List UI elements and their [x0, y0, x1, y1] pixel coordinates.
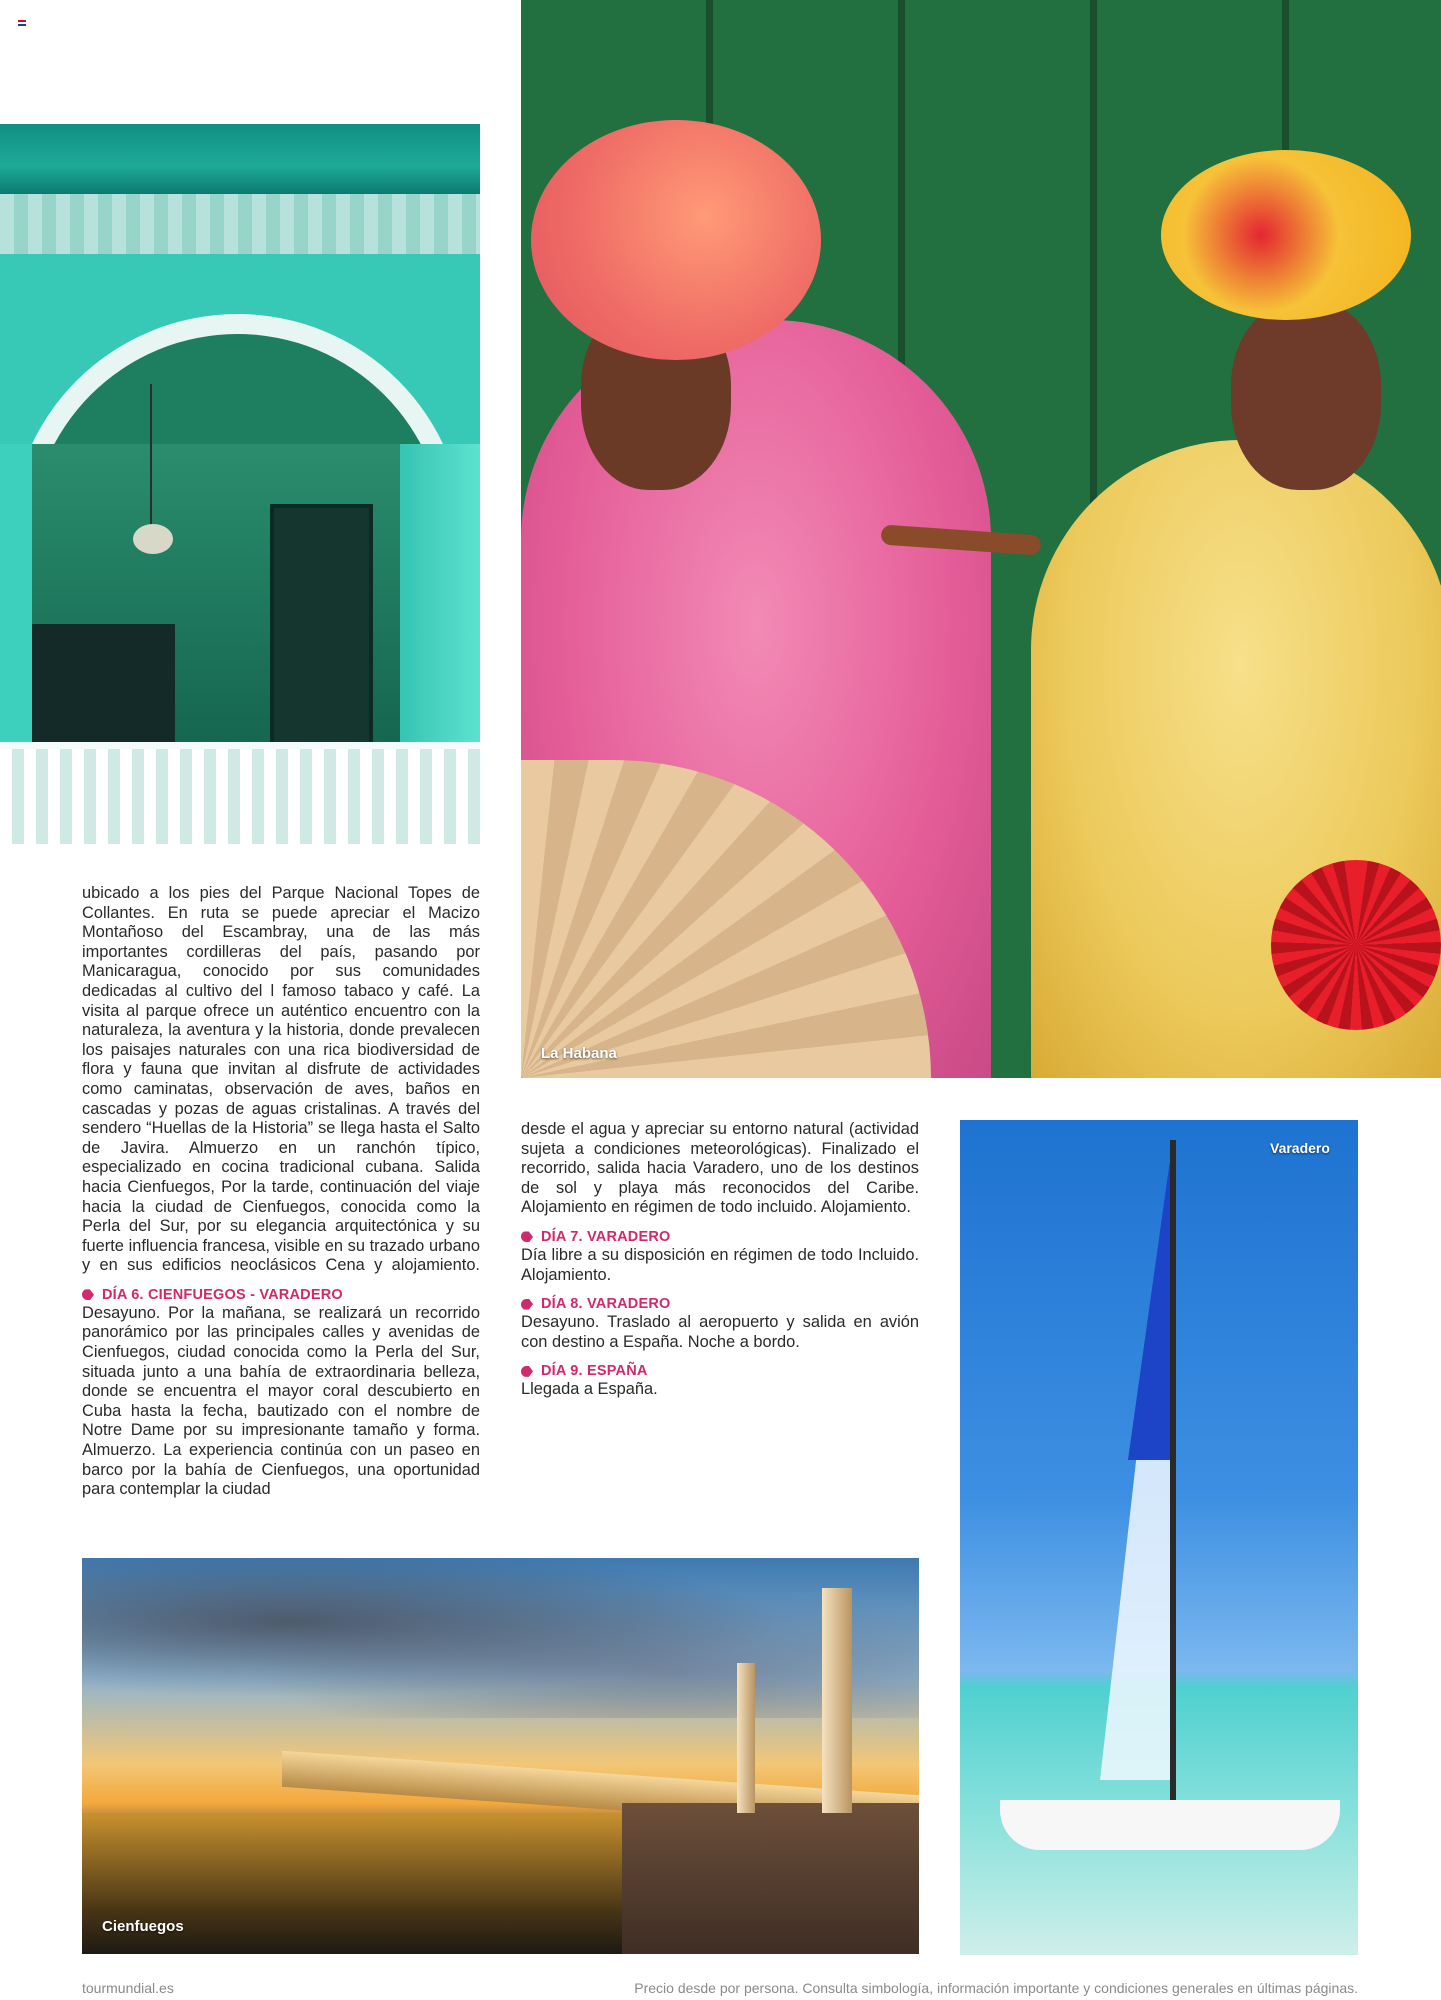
bullet-marker-icon	[521, 1299, 533, 1310]
day-heading	[521, 1362, 919, 1380]
photo-label-varadero: Varadero	[1270, 1140, 1330, 1156]
day-text: Día libre a su disposición en régimen de todo Incluido. Alojamiento.	[521, 1245, 919, 1284]
day-text: Llegada a España.	[521, 1380, 658, 1399]
day-text: Desayuno. Por la mañana, se realizará un recorrido panorámico por las principales calles y avenidas de Cienfuegos, ciudad conocida como la Perla del Sur, situada junto a una bahía de extraordinaria belleza, donde se encuentra el mayor coral descubierto en Cuba hasta la fecha, bautizado con el nombre de Notre Dame por su impresionante tamaño y forma. Almuerzo. La experiencia continúa con un paseo en barco por la bahía de Cienfuegos, una oportunidad para contemplar la ciudad	[82, 1303, 480, 1499]
bullet-marker-icon	[521, 1366, 533, 1377]
photo-colonial-building	[0, 124, 480, 844]
photo-cienfuegos	[82, 1558, 919, 1954]
bullet-marker-icon	[82, 1289, 94, 1300]
photo-label-cienfuegos: Cienfuegos	[102, 1918, 184, 1935]
day-heading	[82, 1286, 480, 1304]
text-column-left	[82, 884, 480, 1500]
day-heading	[521, 1295, 919, 1313]
day-heading-text: DÍA 9. ESPAÑA	[541, 1363, 648, 1380]
photo-label-la-habana: La Habana	[541, 1045, 617, 1062]
flag-icon	[18, 20, 26, 26]
photo-varadero	[960, 1120, 1358, 1955]
text-column-right	[521, 1120, 919, 1400]
day-heading-text: DÍA 8. VARADERO	[541, 1296, 671, 1313]
day-heading-text: DÍA 7. VARADERO	[541, 1228, 671, 1245]
day-heading	[521, 1228, 919, 1246]
footer-website[interactable]: tourmundial.es	[82, 1980, 174, 1996]
itinerary-paragraph: desde el agua y apreciar su entorno natural (actividad sujeta a condiciones meteorológicas). Finalizado el recorrido, salida hacia Varadero, uno de los destinos de sol y playa más reconocidos del Caribe. Alojamiento en régimen de todo incluido. Alojamiento.	[521, 1120, 919, 1217]
footer-disclaimer: Precio desde por persona. Consulta simbología, información importante y condiciones generales en últimas páginas.	[634, 1980, 1358, 1996]
bullet-marker-icon	[521, 1231, 533, 1242]
photo-la-habana	[521, 0, 1441, 1078]
day-text: Desayuno. Traslado al aeropuerto y salida en avión con destino a España. Noche a bordo.	[521, 1313, 919, 1351]
itinerary-paragraph: ubicado a los pies del Parque Nacional Topes de Collantes. En ruta se puede apreciar el Macizo Montañoso del Escambray, una de las más importantes cordilleras del país, pasando por Manicaragua, conocido por sus comunidades dedicadas al cultivo del l famoso tabaco y café. La visita al parque ofrece un auténtico encuentro con la naturaleza, la aventura y la historia, donde prevalecen los paisajes naturales con una rica biodiversidad de flora y fauna que invitan al disfrute de actividades como caminatas, observación de aves, baños en cascadas y pozas de aguas cristalinas. A través del sendero “Huellas de la Historia” se llega hasta el Salto de Javira. Almuerzo en un ranchón típico, especializado en cocina tradicional cubana. Salida hacia Cienfuegos, Por la tarde, continuación del viaje hacia la ciudad de Cienfuegos, conocida como la Perla del Sur, por su elegancia arquitectónica y su fuerte influencia francesa, visible en su trazado urbano y en sus edificios neoclásicos Cena y alojamiento.	[82, 884, 480, 1275]
day-heading-text: DÍA 6. CIENFUEGOS - VARADERO	[102, 1286, 343, 1303]
